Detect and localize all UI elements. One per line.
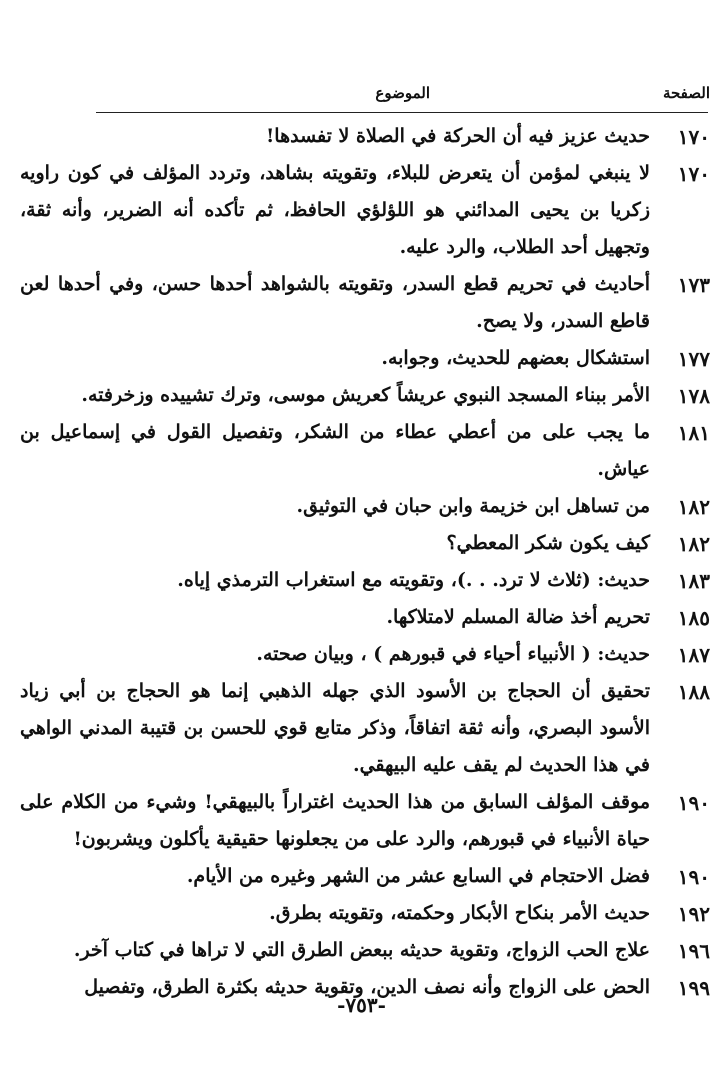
index-entry: [20, 377, 710, 414]
entry-page-number: ١٨٧: [677, 643, 710, 667]
index-entry: [20, 525, 710, 562]
entry-text: حديث الأمر بنكاح الأبكار وحكمته، وتقويته بطرق.: [269, 902, 650, 924]
page-column-heading: الصفحة: [662, 84, 710, 102]
index-entries: [20, 118, 710, 1006]
index-entry: [20, 636, 710, 673]
entry-page-number: ١٩٠: [677, 791, 710, 815]
header-rule: [96, 112, 708, 113]
entry-page-number: ١٩٦: [677, 939, 710, 963]
index-entry: [20, 488, 710, 525]
index-entry: [20, 895, 710, 932]
entry-page-number: ١٨٨: [677, 680, 710, 704]
entry-text: تحريم أخذ ضالة المسلم لامتلاكها.: [386, 606, 650, 628]
entry-text: ما يجب على من أعطي عطاء من الشكر، وتفصيل القول في إسماعيل بن عياش.: [20, 421, 650, 480]
entry-page-number: ١٨١: [677, 421, 710, 445]
index-entry: [20, 562, 710, 599]
topic-column-heading: الموضوع: [375, 84, 430, 102]
entry-page-number: ١٨٣: [677, 569, 710, 593]
index-header: [96, 84, 710, 114]
index-entry: [20, 673, 710, 784]
index-entry: [20, 340, 710, 377]
entry-text: كيف يكون شكر المعطي؟: [446, 532, 650, 554]
entry-page-number: ١٧٧: [677, 347, 710, 371]
entry-page-number: ١٨٢: [677, 532, 710, 556]
entry-text: لا ينبغي لمؤمن أن يتعرض للبلاء، وتقويته بشاهد، وتردد المؤلف في كون راويه زكريا بن يحيى المدائني هو اللؤلؤي الحافظ، ثم تأكده أنه الضرير، وأنه ثقة، وتجهيل أحد الطلاب، والرد عليه.: [20, 162, 650, 258]
index-entry: [20, 414, 710, 488]
entry-text: تحقيق أن الحجاج بن الأسود الذي جهله الذهبي إنما هو الحجاج بن أبي زياد الأسود البصري، وأنه ثقة اتفاقاً، وذكر متابع قوي للحسن بن قتيبة المدني الواهي في هذا الحديث لم يقف عليه البيهقي.: [20, 680, 650, 776]
entry-text: من تساهل ابن خزيمة وابن حبان في التوثيق.: [296, 495, 650, 517]
entry-text: موقف المؤلف السابق من هذا الحديث اغتراراً بالبيهقي! وشيء من الكلام على حياة الأنبياء في قبورهم، والرد على من يجعلونها حقيقية يأكلون ويشربون!: [20, 791, 650, 850]
index-entry: [20, 155, 710, 266]
entry-text: علاج الحب الزواج، وتقوية حديثه ببعض الطرق التي لا تراها في كتاب آخر.: [73, 939, 650, 961]
entry-page-number: ١٨٢: [677, 495, 710, 519]
entry-page-number: ١٧٠: [677, 125, 710, 149]
entry-text: حديث: (ثلاث لا ترد. . .)، وتقويته مع استغراب الترمذي إياه.: [177, 569, 650, 591]
entry-text: أحاديث في تحريم قطع السدر، وتقويته بالشواهد أحدها حسن، وفي أحدها لعن قاطع السدر، ولا يصح.: [20, 273, 650, 332]
index-entry: [20, 932, 710, 969]
entry-text: فضل الاحتجام في السابع عشر من الشهر وغيره من الأيام.: [186, 865, 650, 887]
entry-page-number: ١٩٢: [677, 902, 710, 926]
entry-page-number: ١٧٠: [677, 162, 710, 186]
entry-text: الأمر ببناء المسجد النبوي عريشاً كعريش موسى، وترك تشييده وزخرفته.: [81, 384, 650, 406]
entry-text: استشكال بعضهم للحديث، وجوابه.: [381, 347, 650, 369]
entry-page-number: ١٧٣: [677, 273, 710, 297]
page-number: -٧٥٣-: [337, 993, 386, 1017]
entry-text: الحض على الزواج وأنه نصف الدين، وتقوية حديثه بكثرة الطرق، وتفصيل: [84, 976, 650, 998]
index-entry: [20, 858, 710, 895]
entry-page-number: ١٧٨: [677, 384, 710, 408]
entry-page-number: ١٩٠: [677, 865, 710, 889]
index-entry: [20, 784, 710, 858]
entry-page-number: ١٨٥: [677, 606, 710, 630]
entry-page-number: ١٩٩: [677, 976, 710, 1000]
index-entry: [20, 266, 710, 340]
index-entry: [20, 599, 710, 636]
index-entry: [20, 118, 710, 155]
entry-text: حديث عزيز فيه أن الحركة في الصلاة لا تفسدها!: [265, 125, 650, 147]
entry-text: حديث: ( الأنبياء أحياء في قبورهم ) ، وبيان صحته.: [256, 643, 650, 665]
